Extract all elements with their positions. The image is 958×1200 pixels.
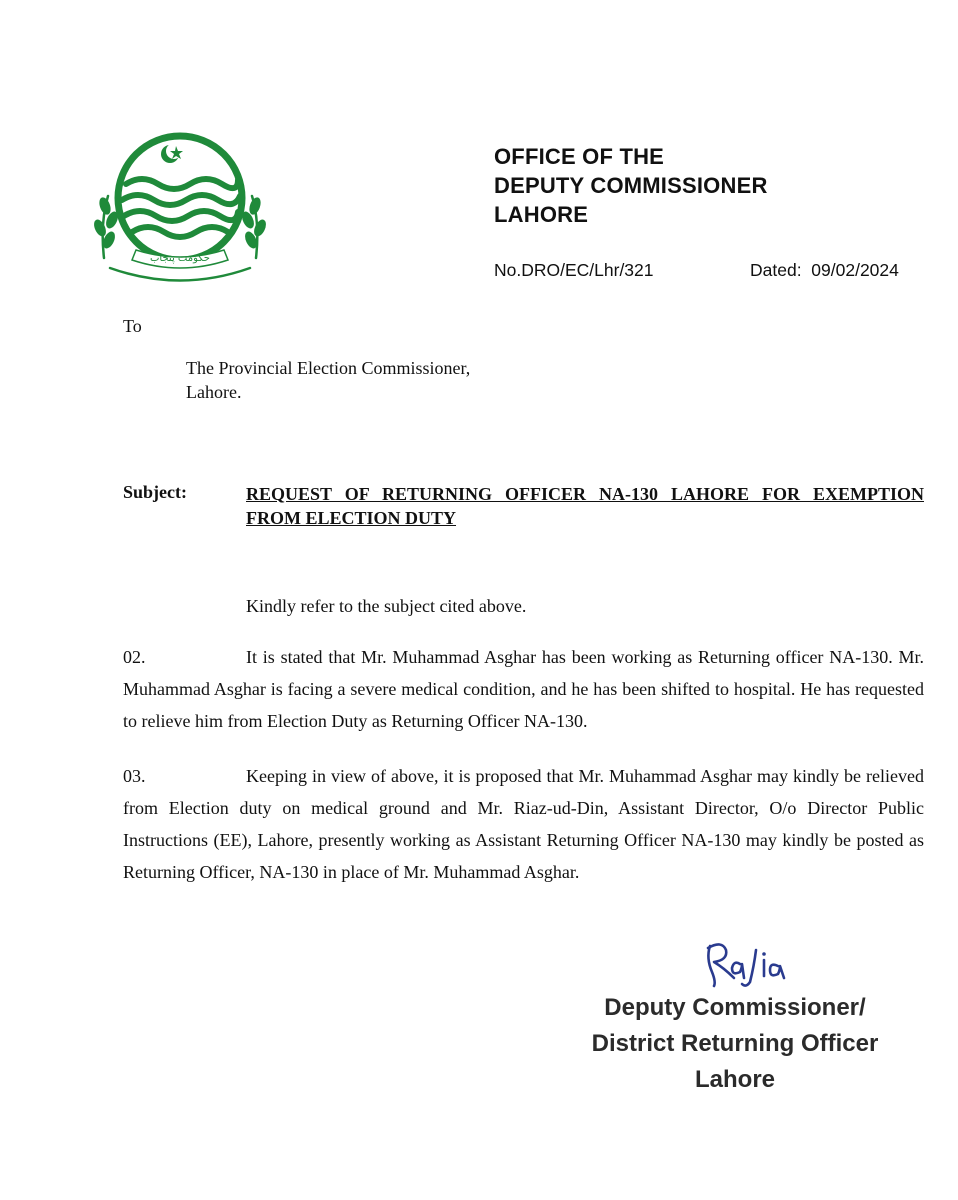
- dated-label: Dated:: [750, 260, 802, 280]
- dated-value: 09/02/2024: [811, 260, 899, 280]
- addressee-line: Lahore.: [186, 382, 242, 402]
- paragraph-03: [123, 760, 924, 888]
- office-line: LAHORE: [494, 202, 589, 227]
- signature-stamp: [545, 990, 925, 1098]
- paragraph-number: 02.: [123, 647, 146, 667]
- emblem-text: حکومت پنجاب: [150, 253, 210, 264]
- addressee-line: The Provincial Election Commissioner,: [186, 358, 471, 378]
- date-line: [750, 260, 899, 281]
- stamp-line: Lahore: [694, 1066, 775, 1093]
- to-label: To: [123, 316, 142, 336]
- addressee-block: [186, 356, 470, 404]
- office-line: DEPUTY COMMISSIONER: [494, 173, 768, 198]
- paragraph-02: [123, 641, 924, 737]
- paragraph-number: 03.: [123, 766, 146, 786]
- office-heading: [494, 142, 768, 229]
- subject-text: REQUEST OF RETURNING OFFICER NA-130 LAHORE FOR EXEMPTION FROM ELECTION DUTY: [246, 484, 924, 528]
- subject-label: Subject:: [123, 482, 187, 502]
- reference-number: No.DRO/EC/Lhr/321: [494, 260, 654, 280]
- office-line: OFFICE OF THE: [494, 144, 665, 169]
- handwritten-signature: [700, 938, 810, 990]
- paragraph-text: Keeping in view of above, it is proposed that Mr. Muhammad Asghar may kindly be relieved from Election duty on medical ground and Mr. Riaz-ud-Din, Assistant Director, O/o Director Public Instructions (EE), Lahore, presently working as Assistant Returning Officer NA-130 may kindly be posted as Returning Officer, NA-130 in place of Mr. Muhammad Asghar.: [123, 766, 924, 882]
- opening-line: Kindly refer to the subject cited above.: [246, 596, 527, 616]
- stamp-line: District Returning Officer: [591, 1030, 879, 1057]
- paragraph-text: It is stated that Mr. Muhammad Asghar has been working as Returning officer NA-130. Mr. Muhammad Asghar is facing a severe medical condition, and he has been shifted to hospital. He has requested to relieve him from Election Duty as Returning Officer NA-130.: [123, 647, 924, 731]
- punjab-emblem-logo: [90, 128, 270, 284]
- stamp-line: Deputy Commissioner/: [604, 994, 866, 1021]
